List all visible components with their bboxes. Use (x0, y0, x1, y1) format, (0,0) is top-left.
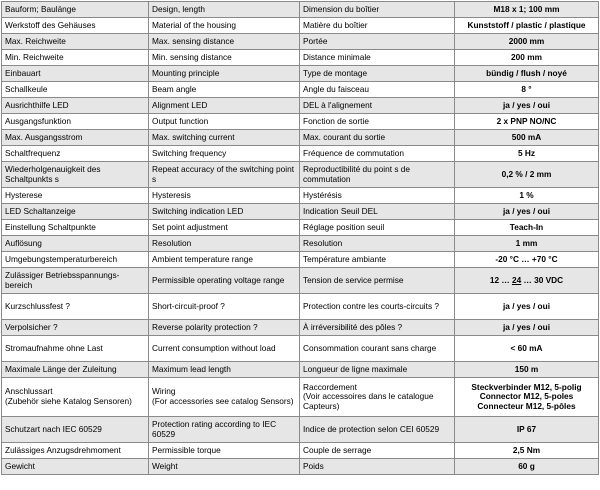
spec-value: bündig / flush / noyé (455, 66, 599, 82)
label-de: Max. Reichweite (2, 34, 149, 50)
label-de: Bauform; Baulänge (2, 2, 149, 18)
spec-value: 150 m (455, 362, 599, 378)
spec-value: 2,5 Nm (455, 443, 599, 459)
spec-row (2, 66, 599, 82)
label-en: Reverse polarity protection ? (149, 320, 300, 336)
label-fr: Type de montage (300, 66, 455, 82)
spec-table-body (2, 2, 599, 475)
label-fr: À irréversibilité des pôles ? (300, 320, 455, 336)
spec-value: 1 mm (455, 236, 599, 252)
label-en: Output function (149, 114, 300, 130)
label-fr: Max. courant du sortie (300, 130, 455, 146)
label-de: Zulässiger Betriebsspannungs-bereich (2, 268, 149, 294)
label-de: Ausgangsfunktion (2, 114, 149, 130)
spec-row (2, 294, 599, 320)
spec-row (2, 188, 599, 204)
label-en: Material of the housing (149, 18, 300, 34)
spec-value: Kunststoff / plastic / plastique (455, 18, 599, 34)
label-de: Gewicht (2, 459, 149, 475)
spec-value (455, 268, 599, 294)
label-fr: Couple de serrage (300, 443, 455, 459)
label-en: Min. sensing distance (149, 50, 300, 66)
label-de: Werkstoff des Gehäuses (2, 18, 149, 34)
label-fr: Longueur de ligne maximale (300, 362, 455, 378)
spec-value: IP 67 (455, 417, 599, 443)
label-en: Weight (149, 459, 300, 475)
spec-row (2, 114, 599, 130)
label-de: Maximale Länge der Zuleitung (2, 362, 149, 378)
label-fr: Indication Seuil DEL (300, 204, 455, 220)
spec-value: Teach-In (455, 220, 599, 236)
label-en: Design, length (149, 2, 300, 18)
label-de: Stromaufnahme ohne Last (2, 336, 149, 362)
spec-value: ja / yes / oui (455, 98, 599, 114)
spec-row (2, 443, 599, 459)
label-fr: Distance minimale (300, 50, 455, 66)
label-de: Verpolsicher ? (2, 320, 149, 336)
spec-value: 60 g (455, 459, 599, 475)
label-de: Schutzart nach IEC 60529 (2, 417, 149, 443)
label-en: Max. sensing distance (149, 34, 300, 50)
label-fr: Consommation courant sans charge (300, 336, 455, 362)
label-en: Beam angle (149, 82, 300, 98)
spec-value: 2000 mm (455, 34, 599, 50)
spec-row (2, 50, 599, 66)
spec-value: ja / yes / oui (455, 294, 599, 320)
spec-table (1, 1, 599, 475)
label-en: Maximum lead length (149, 362, 300, 378)
label-en: Mounting principle (149, 66, 300, 82)
label-fr: Hystérésis (300, 188, 455, 204)
label-de: Min. Reichweite (2, 50, 149, 66)
spec-row (2, 320, 599, 336)
label-de: Einstellung Schaltpunkte (2, 220, 149, 236)
label-en: Alignment LED (149, 98, 300, 114)
spec-row (2, 34, 599, 50)
label-fr: Poids (300, 459, 455, 475)
label-fr: Reproductibilité du point s de commutation (300, 162, 455, 188)
label-en: Ambient temperature range (149, 252, 300, 268)
spec-value-part: … 30 VDC (521, 274, 564, 285)
label-fr: Matière du boîtier (300, 18, 455, 34)
spec-value: 200 mm (455, 50, 599, 66)
label-en: Hysteresis (149, 188, 300, 204)
spec-row (2, 378, 599, 417)
label-en: Resolution (149, 236, 300, 252)
spec-value: M18 x 1; 100 mm (455, 2, 599, 18)
label-fr: Indice de protection selon CEI 60529 (300, 417, 455, 443)
label-fr: DEL à l'alignement (300, 98, 455, 114)
spec-value: 8 ° (455, 82, 599, 98)
spec-row (2, 98, 599, 114)
label-de: Hysterese (2, 188, 149, 204)
spec-row (2, 268, 599, 294)
spec-row (2, 252, 599, 268)
spec-row (2, 459, 599, 475)
label-de: Kurzschlussfest ? (2, 294, 149, 320)
spec-value: 1 % (455, 188, 599, 204)
label-en: Protection rating according to IEC 60529 (149, 417, 300, 443)
label-de: Max. Ausgangsstrom (2, 130, 149, 146)
label-de: Umgebungstemperaturbereich (2, 252, 149, 268)
spec-row (2, 204, 599, 220)
label-fr: Dimension du boîtier (300, 2, 455, 18)
label-en: Permissible operating voltage range (149, 268, 300, 294)
label-en: Short-circuit-proof ? (149, 294, 300, 320)
spec-row (2, 18, 599, 34)
spec-value: 2 x PNP NO/NC (455, 114, 599, 130)
label-en: Set point adjustment (149, 220, 300, 236)
label-de: Auflösung (2, 236, 149, 252)
label-fr: Fréquence de commutation (300, 146, 455, 162)
label-en: Switching frequency (149, 146, 300, 162)
label-de: Zulässiges Anzugsdrehmoment (2, 443, 149, 459)
spec-value: ja / yes / oui (455, 204, 599, 220)
spec-value: 0,2 % / 2 mm (455, 162, 599, 188)
spec-row (2, 162, 599, 188)
label-de: Ausrichthilfe LED (2, 98, 149, 114)
label-fr: Portée (300, 34, 455, 50)
spec-value-part: 24 (511, 274, 522, 285)
spec-row (2, 417, 599, 443)
label-fr: Température ambiante (300, 252, 455, 268)
spec-row (2, 146, 599, 162)
label-de: Einbauart (2, 66, 149, 82)
spec-row (2, 236, 599, 252)
label-fr: Tension de service permise (300, 268, 455, 294)
spec-value: ja / yes / oui (455, 320, 599, 336)
spec-row (2, 336, 599, 362)
spec-row (2, 220, 599, 236)
label-de: LED Schaltanzeige (2, 204, 149, 220)
spec-row (2, 130, 599, 146)
label-en: Max. switching current (149, 130, 300, 146)
label-fr: Raccordement (Voir accessoires dans le catalogue Capteurs) (300, 378, 455, 417)
label-en: Wiring (For accessories see catalog Sensors) (149, 378, 300, 417)
spec-row (2, 362, 599, 378)
spec-value: 500 mA (455, 130, 599, 146)
label-de: Anschlussart (Zubehör siehe Katalog Sensoren) (2, 378, 149, 417)
label-fr: Angle du faisceau (300, 82, 455, 98)
label-de: Schaltfrequenz (2, 146, 149, 162)
spec-value: Steckverbinder M12, 5-polig Connector M12, 5-poles Connecteur M12, 5-pôles (455, 378, 599, 417)
label-fr: Resolution (300, 236, 455, 252)
label-fr: Fonction de sortie (300, 114, 455, 130)
spec-value: 5 Hz (455, 146, 599, 162)
spec-value-part: 12 … (489, 274, 512, 285)
label-en: Permissible torque (149, 443, 300, 459)
spec-row (2, 2, 599, 18)
label-en: Switching indication LED (149, 204, 300, 220)
label-de: Wiederholgenauigkeit des Schaltpunkts s (2, 162, 149, 188)
spec-value: -20 °C … +70 °C (455, 252, 599, 268)
label-en: Current consumption without load (149, 336, 300, 362)
spec-value: < 60 mA (455, 336, 599, 362)
label-en: Repeat accuracy of the switching point s (149, 162, 300, 188)
label-fr: Réglage position seuil (300, 220, 455, 236)
spec-row (2, 82, 599, 98)
label-fr: Protection contre les courts-circuits ? (300, 294, 455, 320)
label-de: Schallkeule (2, 82, 149, 98)
